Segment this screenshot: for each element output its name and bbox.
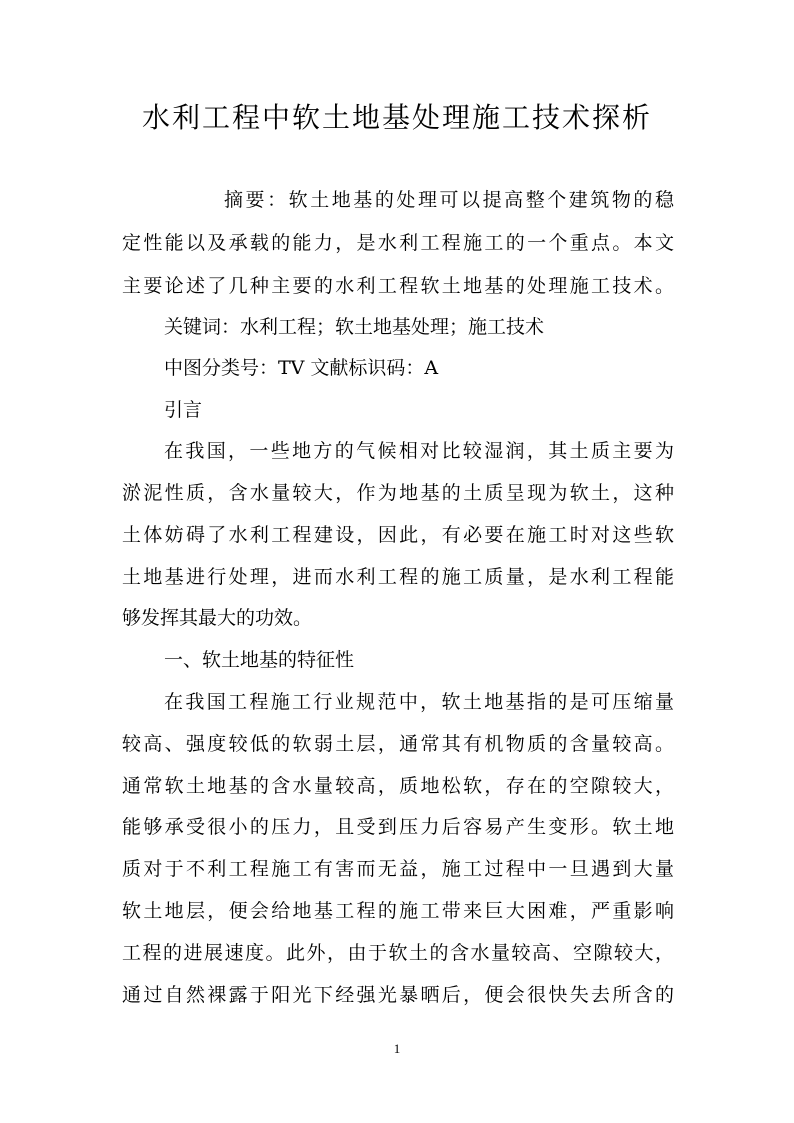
paragraph-line: 够发挥其最大的功效。 <box>122 607 313 629</box>
keywords-line: 关键词：水利工程；软土地基处理；施工技术 <box>164 316 545 338</box>
paragraph-line: 质对于不利工程施工有害而无益，施工过程中一旦遇到大量 <box>122 858 674 880</box>
page-number: 1 <box>393 1041 401 1056</box>
paragraph-line: 软土地层，便会给地基工程的施工带来巨大困难，严重影响 <box>122 900 674 922</box>
paragraph-line: 淤泥性质，含水量较大，作为地基的土质呈现为软土，这种 <box>122 482 674 504</box>
paragraph-line: 在我国工程施工行业规范中，软土地基指的是可压缩量 <box>164 691 674 713</box>
paragraph-line: 通过自然裸露于阳光下经强光暴晒后，便会很快失去所含的 <box>122 984 674 1006</box>
abstract-line-3: 主要论述了几种主要的水利工程软土地基的处理施工技术。 <box>122 275 674 297</box>
paragraph-line: 土地基进行处理，进而水利工程的施工质量，是水利工程能 <box>122 566 674 588</box>
paragraph-line: 较高、强度较低的软弱土层，通常其有机物质的含量较高。 <box>122 733 674 755</box>
section-heading-introduction: 引言 <box>164 399 203 421</box>
paragraph-line: 能够承受很小的压力，且受到压力后容易产生变形。软土地 <box>122 816 674 838</box>
abstract-line-1: 摘要：软土地基的处理可以提高整个建筑物的稳 <box>224 189 674 211</box>
classification-line: 中图分类号：TV 文献标识码：A <box>164 357 439 379</box>
document-title: 水利工程中软土地基处理施工技术探析 <box>141 101 652 134</box>
paragraph-line: 土体妨碍了水利工程建设，因此，有必要在施工时对这些软 <box>122 524 674 546</box>
paragraph-line: 通常软土地基的含水量较高，质地松软，存在的空隙较大， <box>122 775 674 797</box>
abstract-line-2: 定性能以及承载的能力，是水利工程施工的一个重点。本文 <box>122 232 674 254</box>
paragraph-line: 工程的进展速度。此外，由于软土的含水量较高、空隙较大， <box>122 942 674 964</box>
section-heading-soft-soil-characteristics: 一、软土地基的特征性 <box>164 649 355 671</box>
paragraph-line: 在我国，一些地方的气候相对比较湿润，其土质主要为 <box>164 440 674 462</box>
